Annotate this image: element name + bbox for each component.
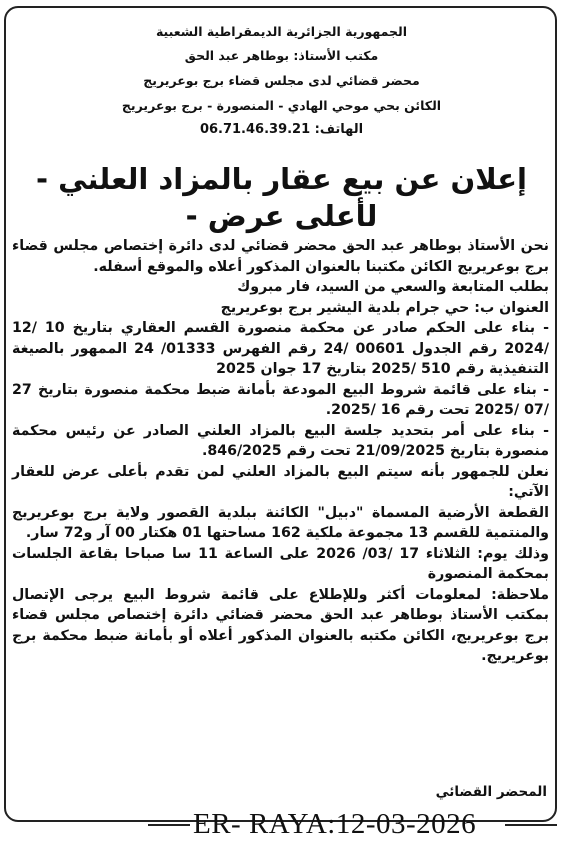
header-role: محضر قضائي لدى مجلس قضاء برج بوعريريج [143, 73, 420, 88]
header-office: مكتب الأستاذ: بوطاهر عبد الحق [184, 48, 379, 63]
notice-title-line2: لأعلى عرض - [185, 199, 378, 233]
signature-label: المحضر القضائي [435, 784, 547, 800]
publication-reference: ER- RAYA:12-03-2026 [193, 808, 477, 840]
order-paragraph: - بناء على أمر بتحديد جلسة البيع بالمزاد العلني الصادر عن رئيس محكمة منصورة بتاريخ 21/09/2025 تحت رقم 846/2025. [12, 422, 549, 459]
requester-address: العنوان ب: حي جرام بلدية اليشير برج بوعريريج [220, 299, 549, 316]
footer-rule-right [505, 824, 557, 826]
auction-date-paragraph: وذلك يوم: الثلاثاء 17 /03/ 2026 على الساعة 11 سا صباحا بقاعة الجلسات بمحكمة المنصورة [12, 545, 550, 582]
conditions-paragraph: - بناء على قائمة شروط البيع المودعة بأمانة ضبط محكمة منصورة بتاريخ 27 /07 /2025 تحت رقم 16 /2025. [12, 381, 549, 418]
judgment-paragraph: - بناء على الحكم صادر عن محكمة منصورة القسم العقاري بتاريخ 10 /12 /2024 رقم الجدول 00601 /24 رقم الفهرس 01333/ 24 الممهور بالصيغة التنفيذية رقم 510 /2025 بتاريخ 17 جوان 2025 [12, 320, 550, 377]
footer [0, 806, 563, 842]
header-phone: الهاتف: 06.71.46.39.21 [199, 122, 364, 137]
announcement-paragraph: نعلن للجمهور بأنه سيتم البيع بالمزاد العلني لمن تقدم بأعلى عرض للعقار الآتي: [12, 463, 549, 500]
footer-rule-left [148, 824, 190, 826]
requester-line: بطلب المتابعة والسعي من السيد، فار مبروك [237, 279, 549, 295]
notice-body [12, 236, 549, 667]
notice-title-line1: إعلان عن بيع عقار بالمزاد العلني - [35, 162, 528, 196]
intro-paragraph: نحن الأستاذ بوطاهر عبد الحق محضر قضائي لدى دائرة إختصاص مجلس قضاء برج بوعريريج الكائن مكتبنا بالعنوان المذكور أعلاه والموقع أسفله. [12, 238, 549, 275]
header-address: الكائن بحي موحي الهادي - المنصورة - برج بوعريريج [121, 98, 442, 113]
note-paragraph: ملاحظة: لمعلومات أكثر وللإطلاع على قائمة شروط البيع يرجى الإتصال بمكتب الأستاذ بوطاهر عبد الحق محضر قضائي دائرة إختصاص مجلس قضاء برج بوعريريج، الكائن مكتبه بالعنوان المذكور أعلاه أو بأمانة ضبط محكمة برج بوعريريج. [12, 586, 549, 664]
header-republic: الجمهورية الجزائرية الديمقراطية الشعبية [155, 24, 408, 39]
property-paragraph: القطعة الأرضية المسماة "دبيل" الكائنة ببلدية القصور ولاية برج بوعريريج والمنتمية للقسم 13 مجموعة ملكية 162 مساحتها 01 هكتار 00 آر و72 سار. [12, 504, 549, 541]
